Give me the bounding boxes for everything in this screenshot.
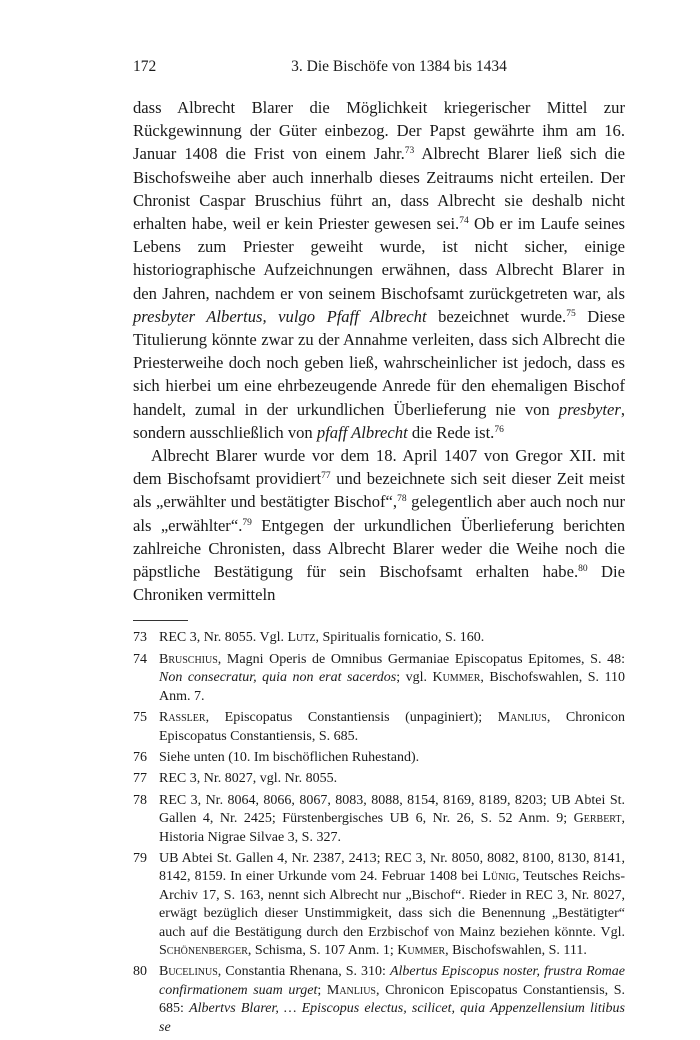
text-run: Die Chroniken vermitteln xyxy=(133,562,626,605)
author-name: Lutz xyxy=(287,630,316,646)
footnote-ref: 79 xyxy=(242,517,252,528)
footnote-text xyxy=(159,770,625,788)
footnote-text xyxy=(159,709,625,746)
italic-text: presbyter Albertus, vulgo Pfaff Albrecht xyxy=(133,306,427,326)
author-name: Kummer xyxy=(397,942,446,958)
footnote xyxy=(133,792,625,847)
footnote-ref: 74 xyxy=(459,216,469,227)
text-run: Diese Titulierung könnte zwar zu der Annahme verleiten, dass sich Albrecht die Priesterweihe doch noch geben ließ, wahrscheinlicher ist jedoch, dass es sich hierbei um eine ehrbezeugende Anrede für den ehemaligen Bischof handelt, zumal in der urkundlichen Überlieferung nie von xyxy=(133,306,625,419)
footnote-ref: 77 xyxy=(321,471,331,482)
author-name: Schönenberger xyxy=(159,942,248,958)
text-run: , Historia Nigrae Silvae 3, S. 327. xyxy=(159,811,625,845)
text-run: bezeichnet wurde. xyxy=(426,306,567,326)
footnote xyxy=(133,651,625,706)
text-run: Albrecht Blarer wurde vor dem 18. April 1407 von Gregor XII. mit dem Bischofsamt providiert xyxy=(133,446,625,489)
text-run: Albrecht Blarer ließ sich die Bischofsweihe aber auch innerhalb dieses Zeitraums nicht erteilen. Der Chronist Caspar Bruschius führt an, dass Albrecht sie deshalb nicht erhalten habe, weil er kein Priester gewesen sei. xyxy=(133,144,626,234)
footnote-ref: 73 xyxy=(404,146,415,157)
author-name: Bruschius xyxy=(159,651,218,667)
text-run: Ob er im Laufe seines Lebens zum Priester geweiht wurde, ist nicht sicher, einige historiographische Aufzeichnungen erwähnen, dass Albrecht Blarer in den Jahren, nachdem er von seinem Bischofsamt zurückgetreten war, als xyxy=(133,214,625,303)
text-run: , Bischofswahlen, S. 111. xyxy=(445,942,587,958)
footnote-number: 80 xyxy=(133,964,147,980)
footnote-number: 74 xyxy=(133,651,147,667)
chapter-title: 3. Die Bischöfe von 1384 bis 1434 xyxy=(291,58,507,75)
footnote-number: 75 xyxy=(133,710,147,726)
text-run: , Bischofswahlen, S. 110 Anm. 7. xyxy=(159,670,625,704)
text-run: , sondern ausschließlich von xyxy=(133,399,625,442)
text-run: dass Albrecht Blarer die Möglichkeit kriegerischer Mittel zur Rückgewinnung der Güter einbezog. Der Papst gewährte ihm am 16. Januar 1408 die Frist von einem Jahr. xyxy=(133,98,625,164)
text-run: , Magni Operis de Omnibus Germaniae Episcopatus Epitomes, S. 48: xyxy=(217,651,625,667)
running-header xyxy=(133,58,625,80)
footnote-number: 78 xyxy=(133,792,147,808)
text-run: , Spiritualis fornicatio, S. 160. xyxy=(315,630,485,646)
footnotes xyxy=(133,629,625,1037)
text-run: ; xyxy=(317,982,327,998)
footnote-text xyxy=(159,651,625,706)
text-run: REC 3, Nr. 8064, 8066, 8067, 8083, 8088, 8154, 8169, 8189, 8203; UB Abtei St. Gallen 4, Nr. 2425; Fürstenbergisches UB 6, Nr. 26, S. 52 Anm. 9; xyxy=(159,792,625,827)
book-page xyxy=(133,58,625,1040)
footnote-number: 76 xyxy=(133,749,147,765)
italic-text: Albertus Episcopus noster, frustra Romae confirmationem suam urget xyxy=(159,964,625,998)
paragraph xyxy=(133,96,625,444)
text-run: , Constantia Rhenana, S. 310: xyxy=(217,964,390,980)
footnote-ref: 76 xyxy=(494,424,504,435)
main-text xyxy=(133,96,625,606)
text-run: ; vgl. xyxy=(396,670,433,686)
italic-text: pfaff Albrecht xyxy=(316,422,408,442)
footnote-number: 73 xyxy=(133,630,147,646)
footnote-text xyxy=(159,629,625,647)
text-run: , Episcopatus Constantiensis (unpaginiert); xyxy=(205,710,498,726)
text-run: und bezeichnete sich seit dieser Zeit meist als „erwählter und bestätigter Bischof“, xyxy=(133,469,625,512)
author-name: Manlius xyxy=(497,710,547,726)
text-run: gelegentlich aber auch noch nur als „erwählter“. xyxy=(133,492,625,535)
text-run: Entgegen der urkundlichen Überlieferung berichten zahlreiche Chronisten, dass Albrecht Blarer weder die Weihe noch die päpstliche Bestätigung für sein Bischofsamt erhalten habe. xyxy=(133,515,626,582)
text-run: die Rede ist. xyxy=(407,422,495,442)
footnote xyxy=(133,629,625,647)
footnote xyxy=(133,850,625,960)
footnote-text xyxy=(159,963,625,1037)
italic-text: Non consecratur, quia non erat sacerdos xyxy=(159,670,397,686)
footnote xyxy=(133,963,625,1037)
text-run: , Chronicon Episcopatus Constantiensis, S. 685. xyxy=(159,710,625,744)
text-run: UB Abtei St. Gallen 4, Nr. 2387, 2413; REC 3, Nr. 8050, 8082, 8100, 8130, 8141, 8142, 8159. In einer Urkunde vom 24. Februar 1408 bei xyxy=(159,850,625,885)
footnote xyxy=(133,709,625,746)
text-run: REC 3, Nr. 8055. Vgl. xyxy=(159,630,288,646)
author-name: Gerbert xyxy=(573,811,622,827)
footnote-number: 77 xyxy=(133,771,147,787)
footnote xyxy=(133,749,625,767)
footnote-text xyxy=(159,749,625,767)
text-run: REC 3, Nr. 8027, vgl. Nr. 8055. xyxy=(159,771,338,787)
footnote-ref: 78 xyxy=(397,494,407,505)
footnote-ref: 80 xyxy=(578,564,588,575)
text-run: Siehe unten (10. Im bischöflichen Ruhestand). xyxy=(159,749,420,765)
text-run: , Teutsches Reichs-Archiv 17, S. 163, nennt sich Albrecht nur „Bischof“. Rieder in REC 3, Nr. 8027, erwägt bezüglich dieser Unstimmigkeit, dass sich die Benennung „Bestätigter“ auch auf die Bestätigung durch den Erzbischof von Mainz beziehen könnte. Vgl. xyxy=(159,869,626,940)
italic-text: Albertvs Blarer, … Episcopus electus, scilicet, quia Appenzellensium litibus se xyxy=(159,1001,626,1035)
footnote-ref: 75 xyxy=(566,308,576,319)
italic-text: presbyter xyxy=(558,399,621,419)
author-name: Kummer xyxy=(432,670,481,686)
paragraph xyxy=(133,444,625,606)
text-run: , Chronicon Episcopatus Constantiensis, S. 685: xyxy=(159,982,626,1017)
text-run: , Schisma, S. 107 Anm. 1; xyxy=(247,942,398,958)
page-number: 172 xyxy=(133,58,157,75)
footnote-number: 79 xyxy=(133,850,147,866)
footnote-separator xyxy=(133,620,188,621)
footnote-text xyxy=(159,792,625,847)
author-name: Lünig xyxy=(482,869,516,885)
footnote-text xyxy=(159,850,625,960)
author-name: Manlius xyxy=(326,982,376,998)
author-name: Rassler xyxy=(159,710,206,726)
author-name: Bucelinus xyxy=(159,964,218,980)
footnote xyxy=(133,770,625,788)
